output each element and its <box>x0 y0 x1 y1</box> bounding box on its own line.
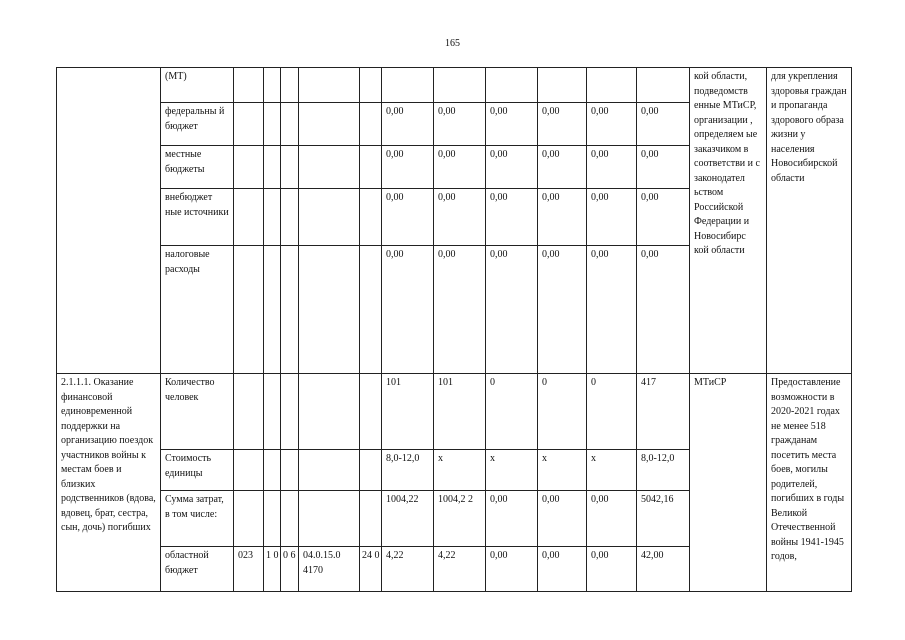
value-cell: 0,00 <box>587 189 637 246</box>
value-cell: x <box>486 450 538 491</box>
row-label-offbudget: внебюджет ные источники <box>161 189 234 246</box>
row-label-tax: налоговые расходы <box>161 246 234 374</box>
value-cell: 0 <box>486 374 538 450</box>
value-cell: 0,00 <box>486 547 538 592</box>
program-measures-table <box>56 67 852 592</box>
value-cell: x <box>587 450 637 491</box>
value-cell: 0,00 <box>382 146 434 189</box>
value-cell: 0,00 <box>587 146 637 189</box>
value-cell: 101 <box>434 374 486 450</box>
value-cell: 0,00 <box>538 491 587 547</box>
value-cell: 0 <box>587 374 637 450</box>
value-cell: 5042,16 <box>637 491 690 547</box>
value-cell: 0,00 <box>637 246 690 374</box>
value-cell: 0,00 <box>637 189 690 246</box>
row-label-federal: федеральны й бюджет <box>161 103 234 146</box>
value-cell: 0,00 <box>637 103 690 146</box>
result-cell: Предоставление возможности в 2020-2021 годах не менее 518 гражданам посетить места боев, могилы родителей, погибших в годы Великой Отечественной войны 1941-1945 годов, <box>767 374 852 592</box>
value-cell: 0,00 <box>486 246 538 374</box>
value-cell: 0,00 <box>486 146 538 189</box>
value-cell: 0,00 <box>587 246 637 374</box>
value-cell: 0,00 <box>434 246 486 374</box>
value-cell: 42,00 <box>637 547 690 592</box>
activity-title: 2.1.1.1. Оказание финансовой единовременной поддержки на организацию поездок участников войны к местам боев и близких родственников (вдова, вдовец, брат, сестра, сын, дочь) погибших <box>57 374 161 592</box>
table-row <box>57 68 852 103</box>
value-cell: 0 <box>538 374 587 450</box>
row-label-total: Сумма затрат, в том числе: <box>161 491 234 547</box>
value-cell: 0,00 <box>538 146 587 189</box>
result-cell: для укрепления здоровья граждан и пропаганда здорового образа жизни у населения Новосибирской области <box>767 68 852 374</box>
row-label-quantity: Количество человек <box>161 374 234 450</box>
row-label-local: местные бюджеты <box>161 146 234 189</box>
value-cell: 0,00 <box>382 189 434 246</box>
value-cell: 0,00 <box>486 103 538 146</box>
value-cell: 0,00 <box>587 491 637 547</box>
mt-label: (МТ) <box>161 68 234 103</box>
row-label-unit-cost: Стоимость единицы <box>161 450 234 491</box>
value-cell: 101 <box>382 374 434 450</box>
value-cell: 0,00 <box>538 246 587 374</box>
value-cell: 1004,2 2 <box>434 491 486 547</box>
value-cell: 0,00 <box>434 103 486 146</box>
value-cell: 0,00 <box>637 146 690 189</box>
value-cell: 0,00 <box>538 103 587 146</box>
value-cell: 8,0-12,0 <box>637 450 690 491</box>
value-cell: 0,00 <box>434 189 486 246</box>
value-cell: 1004,22 <box>382 491 434 547</box>
executor-cell: кой области, подведомств енные МТиСР, организации , определяем ые заказчиком в соответстви и с законодател ьством Российской Федерации и Новосибирс кой области <box>690 68 767 374</box>
table-row <box>57 374 852 450</box>
activity-cell-empty <box>57 68 161 374</box>
value-cell: 4,22 <box>434 547 486 592</box>
code-rz: 1 0 <box>264 547 281 592</box>
value-cell: 0,00 <box>587 547 637 592</box>
value-cell: x <box>538 450 587 491</box>
value-cell: 0,00 <box>382 103 434 146</box>
value-cell: 0,00 <box>538 189 587 246</box>
value-cell: 0,00 <box>538 547 587 592</box>
code-grbs: 023 <box>234 547 264 592</box>
value-cell: 0,00 <box>587 103 637 146</box>
row-label-regional: областной бюджет <box>161 547 234 592</box>
value-cell: 0,00 <box>434 146 486 189</box>
value-cell: 417 <box>637 374 690 450</box>
value-cell: 0,00 <box>486 491 538 547</box>
executor-cell: МТиСР <box>690 374 767 592</box>
code-vr: 24 0 <box>360 547 382 592</box>
value-cell: 8,0-12,0 <box>382 450 434 491</box>
value-cell: x <box>434 450 486 491</box>
value-cell: 0,00 <box>382 246 434 374</box>
code-pr: 0 6 <box>281 547 299 592</box>
value-cell: 0,00 <box>486 189 538 246</box>
code-csr: 04.0.15.0 4170 <box>299 547 360 592</box>
page-number: 165 <box>445 38 460 49</box>
value-cell: 4,22 <box>382 547 434 592</box>
